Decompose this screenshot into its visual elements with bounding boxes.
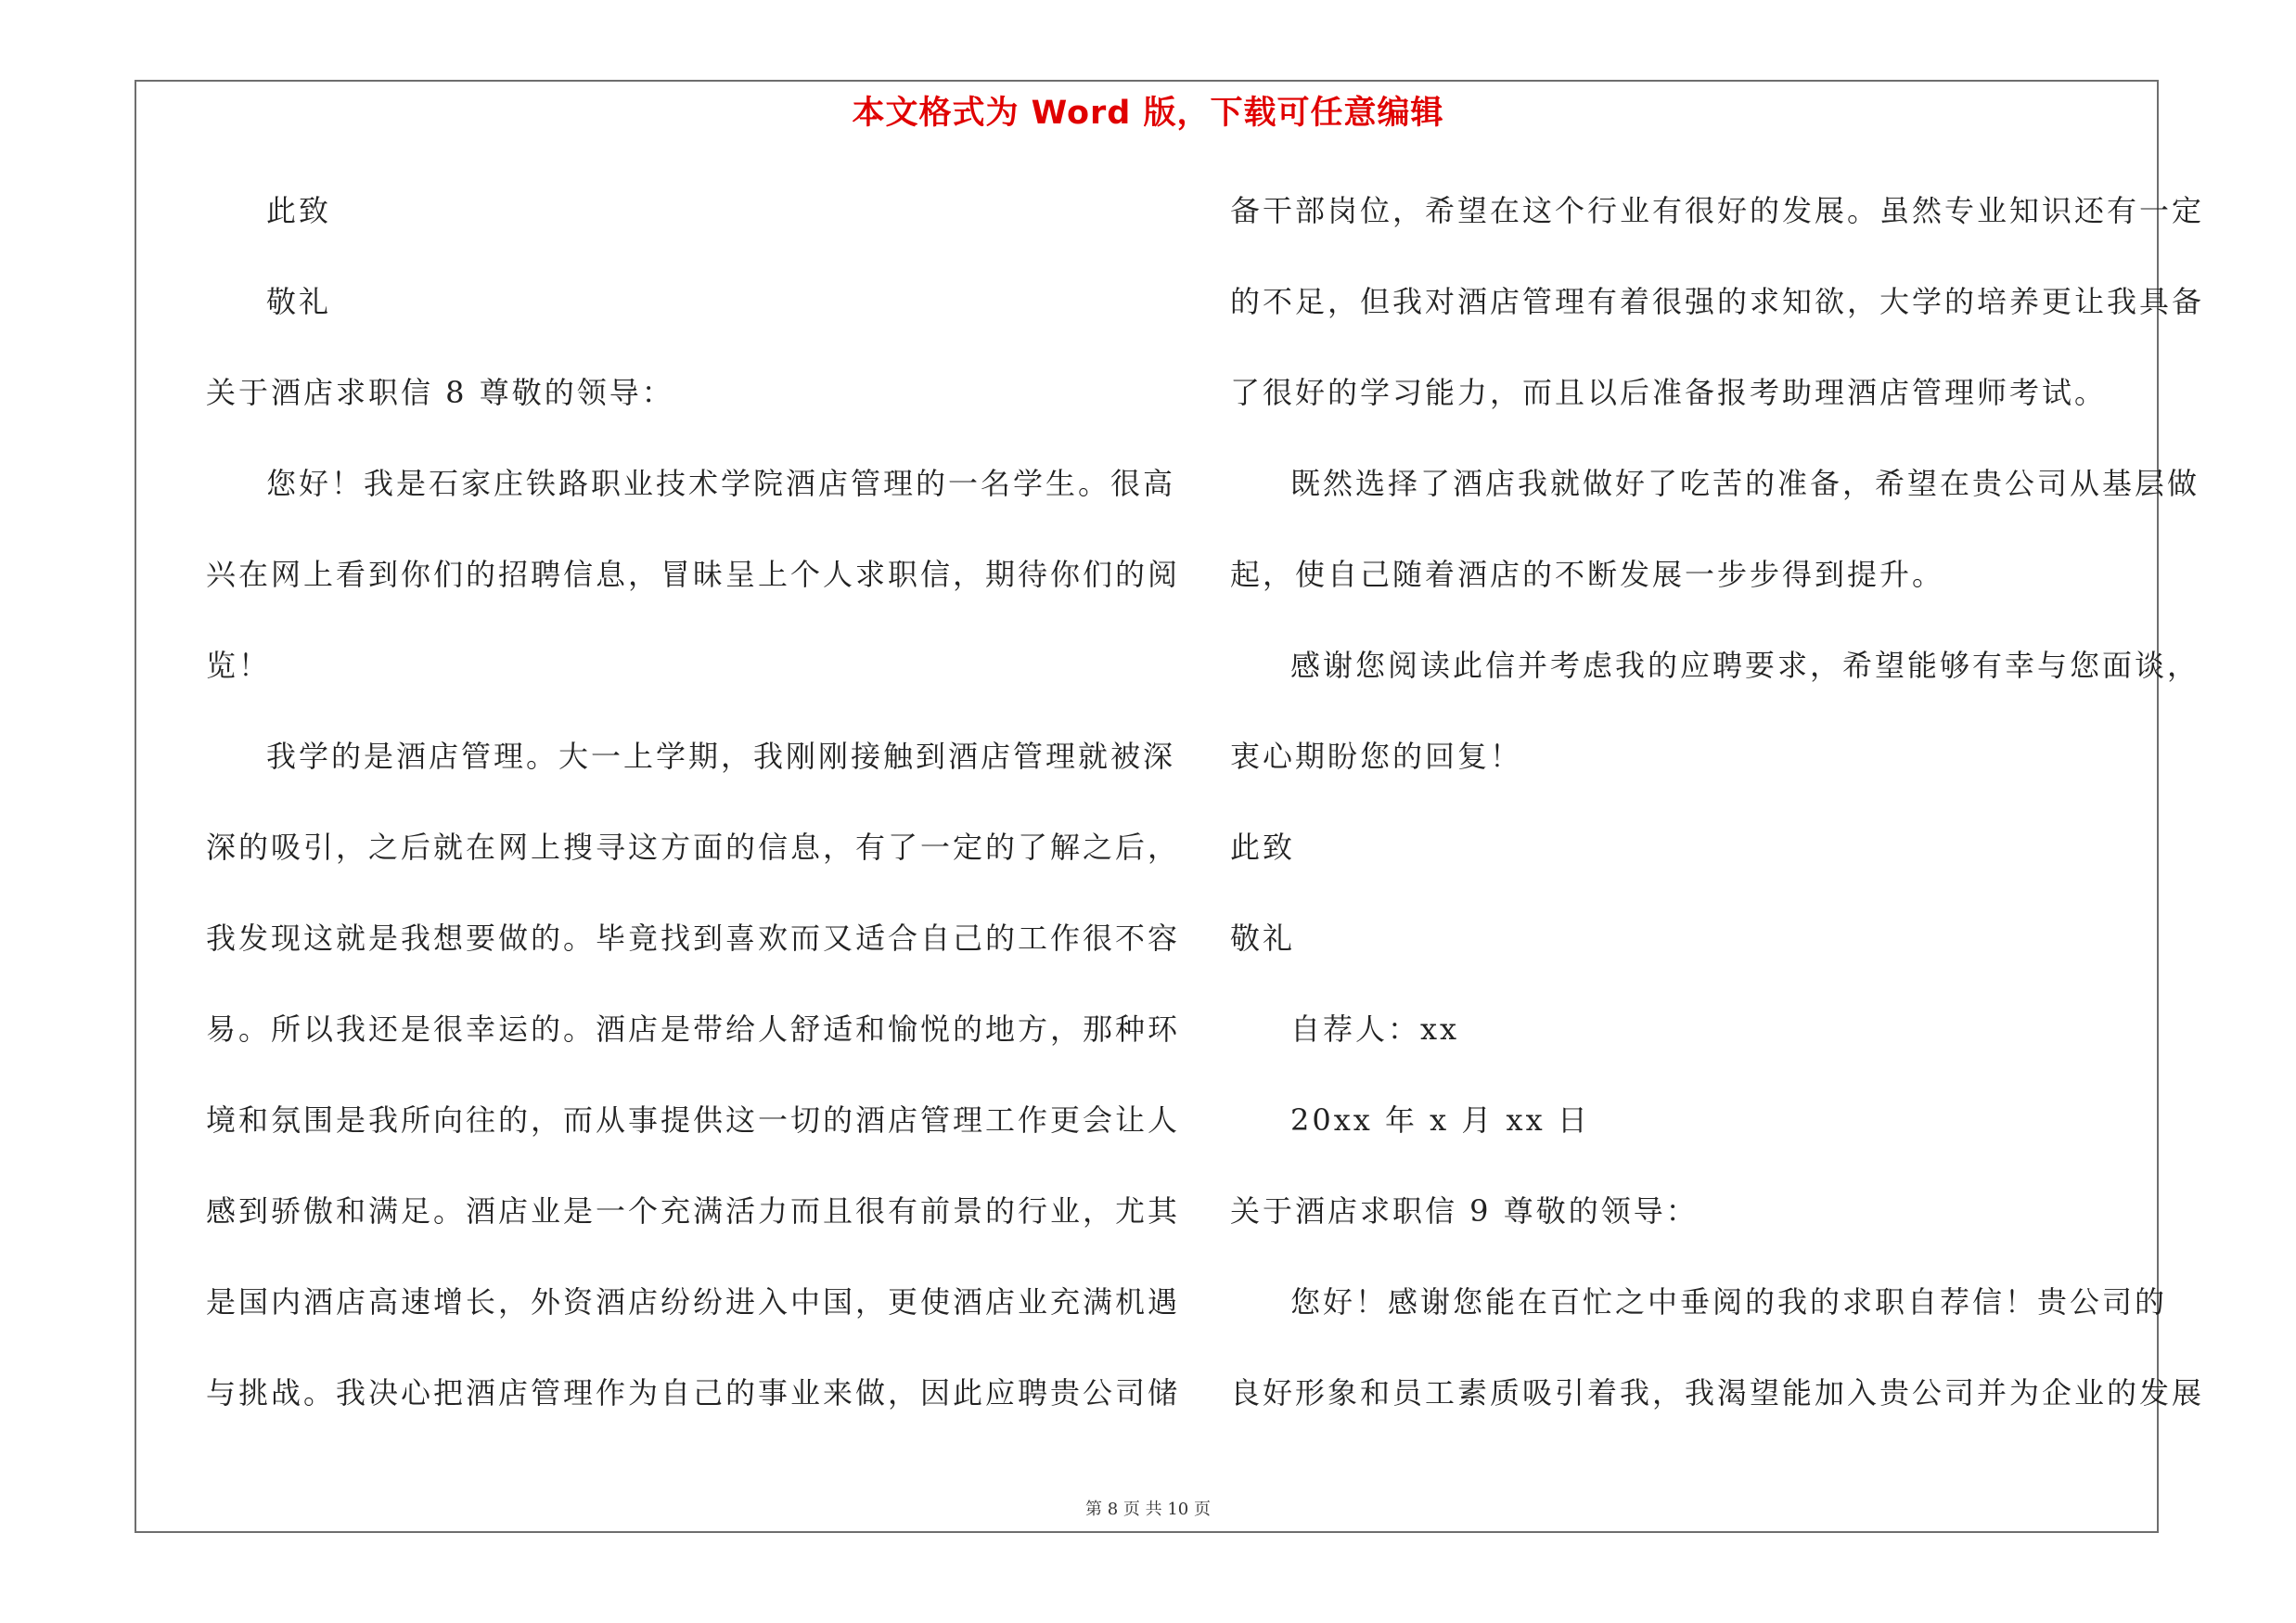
paragraph-line: 既然选择了酒店我就做好了吃苦的准备，希望在贵公司从基层做 [1290,466,2200,501]
page-number: 第 8 页 共 10 页 [1085,1500,1211,1519]
paragraph-line: 衷心期盼您的回复！ [1230,739,1523,774]
paragraph-line: 良好形象和员工素质吸引着我，我渴望能加入贵公司并为企业的发展 [1230,1375,2205,1410]
closing-regards: 敬礼 [1230,921,1296,956]
closing-regards: 敬礼 [266,284,332,319]
paragraph-line: 境和氛围是我所向往的，而从事提供这一切的酒店管理工作更会让人 [206,1102,1181,1138]
paragraph-line: 兴在网上看到你们的招聘信息，冒昧呈上个人求职信，期待你们的阅 [206,557,1181,592]
paragraph-line: 我学的是酒店管理。大一上学期，我刚刚接触到酒店管理就被深 [266,739,1176,774]
paragraph-line: 感谢您阅读此信并考虑我的应聘要求，希望能够有幸与您面谈， [1290,648,2200,683]
paragraph-line: 您好！我是石家庄铁路职业技术学院酒店管理的一名学生。很高 [266,466,1176,501]
paragraph-line: 易。所以我还是很幸运的。酒店是带给人舒适和愉悦的地方，那种环 [206,1011,1181,1047]
paragraph-line: 我发现这就是我想要做的。毕竟找到喜欢而又适合自己的工作很不容 [206,921,1181,956]
letter-heading: 关于酒店求职信 9 尊敬的领导： [1230,1193,1699,1229]
paragraph-line: 深的吸引，之后就在网上搜寻这方面的信息，有了一定的了解之后， [206,830,1181,865]
paragraph-line: 了很好的学习能力，而且以后准备报考助理酒店管理师考试。 [1230,375,2108,410]
closing-salutation: 此致 [1230,830,1296,865]
paragraph-line: 是国内酒店高速增长，外资酒店纷纷进入中国，更使酒店业充满机遇 [206,1284,1181,1320]
paragraph-line: 的不足，但我对酒店管理有着很强的求知欲，大学的培养更让我具备 [1230,284,2205,319]
paragraph-line: 与挑战。我决心把酒店管理作为自己的事业来做，因此应聘贵公司储 [206,1375,1181,1410]
paragraph-line: 备干部岗位，希望在这个行业有很好的发展。虽然专业知识还有一定 [1230,193,2205,228]
paragraph-line: 感到骄傲和满足。酒店业是一个充满活力而且很有前景的行业，尤其 [206,1193,1181,1229]
letter-heading: 关于酒店求职信 8 尊敬的领导： [206,375,674,410]
paragraph-line: 览！ [206,648,272,683]
right-column [1230,184,2205,1457]
paragraph-line: 您好！感谢您能在百忙之中垂阅的我的求职自荐信！贵公司的 [1290,1284,2168,1320]
closing-salutation: 此致 [266,193,332,228]
left-column [206,184,1181,1457]
signature-line: 自荐人：xx [1290,1011,1460,1047]
paragraph-line: 起，使自己随着酒店的不断发展一步步得到提升。 [1230,557,1945,592]
date-line: 20xx 年 x 月 xx 日 [1290,1102,1590,1138]
format-banner: 本文格式为 Word 版，下载可任意编辑 [852,95,1444,132]
